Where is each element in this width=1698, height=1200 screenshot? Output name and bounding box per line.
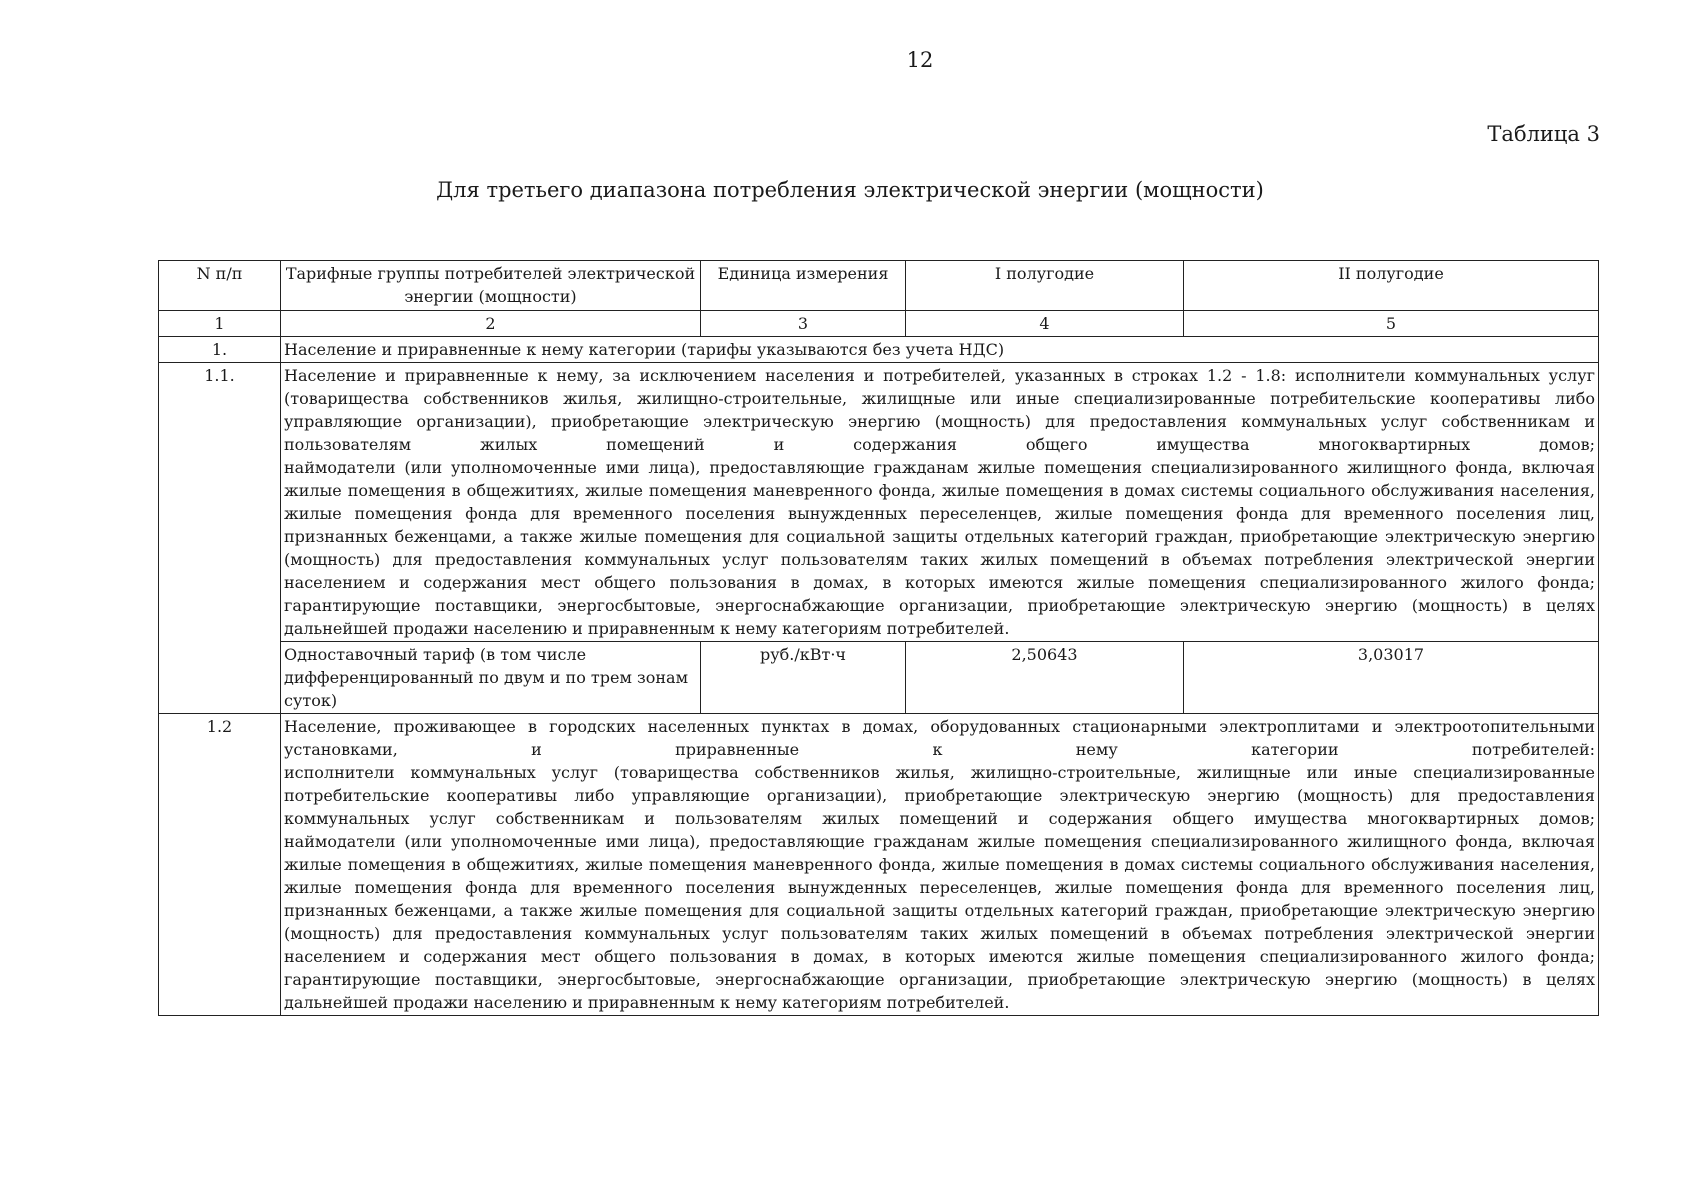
header-unit: Единица измерения: [701, 261, 906, 311]
table-row: [159, 714, 1599, 1016]
row-num: 1.1.: [159, 363, 281, 714]
col-number: 4: [906, 311, 1184, 337]
table-header-row: [159, 261, 1599, 311]
header-group: Тарифные группы потребителей электрической энергии (мощности): [281, 261, 701, 311]
row-description: [281, 363, 1599, 642]
page-title: Для третьего диапазона потребления электрической энергии (мощности): [436, 178, 1264, 202]
tariff-table: [158, 260, 1599, 1016]
tariff-name: Одноставочный тариф (в том числе дифференцированный по двум и по трем зонам суток): [281, 642, 701, 714]
paragraph: наймодатели (или уполномоченные ими лица), предоставляющие гражданам жилые помещения специализированного жилищного фонда, включая жилые помещения в общежитиях, жилые помещения маневренного фонда, жилые помещения в домах системы социального обслуживания населения, жилые помещения фонда для временного поселения вынужденных переселенцев, жилые помещения фонда для временного поселения лиц, признанных беженцами, а также жилые помещения для социальной защиты отдельных категорий граждан, приобретающие электрическую энергию (мощность) для предоставления коммунальных услуг пользователям таких жилых помещений в объемах потребления электрической энергии населением и содержания мест общего пользования в домах, в которых имеются жилые помещения специализированного жилого фонда;: [284, 832, 1595, 966]
header-num: N п/п: [159, 261, 281, 311]
paragraph: Население и приравненные к нему, за исключением населения и потребителей, указанных в строках 1.2 - 1.8: исполнители коммунальных услуг (товарищества собственников жилья, жилищно-строительные, жилищные или иные специализированные потребительские кооперативы либо управляющие организации), приобретающие электрическую энергию (мощность) для предоставления коммунальных услуг собственникам и пользователям жилых помещений и содержания общего имущества многоквартирных домов;: [284, 366, 1595, 454]
column-number-row: [159, 311, 1599, 337]
paragraph: гарантирующие поставщики, энергосбытовые, энергоснабжающие организации, приобретающие электрическую энергию (мощность) в целях дальнейшей продажи населению и приравненным к нему категориям потребителей.: [284, 970, 1595, 1012]
tariff-h1-value: 2,50643: [906, 642, 1184, 714]
tariff-row: [159, 642, 1599, 714]
col-number: 1: [159, 311, 281, 337]
col-number: 5: [1184, 311, 1599, 337]
row-num: 1.2: [159, 714, 281, 1016]
row-num: 1.: [159, 337, 281, 363]
table-label: Таблица 3: [1487, 122, 1600, 146]
tariff-h2-value: 3,03017: [1184, 642, 1599, 714]
header-h2: II полугодие: [1184, 261, 1599, 311]
col-number: 2: [281, 311, 701, 337]
table-row: [159, 337, 1599, 363]
row-description: [281, 714, 1599, 1016]
table-row: [159, 363, 1599, 642]
paragraph: гарантирующие поставщики, энергосбытовые, энергоснабжающие организации, приобретающие электрическую энергию (мощность) в целях дальнейшей продажи населению и приравненным к нему категориям потребителей.: [284, 596, 1595, 638]
paragraph: наймодатели (или уполномоченные ими лица), предоставляющие гражданам жилые помещения специализированного жилищного фонда, включая жилые помещения в общежитиях, жилые помещения маневренного фонда, жилые помещения в домах системы социального обслуживания населения, жилые помещения фонда для временного поселения вынужденных переселенцев, жилые помещения фонда для временного поселения лиц, признанных беженцами, а также жилые помещения для социальной защиты отдельных категорий граждан, приобретающие электрическую энергию (мощность) для предоставления коммунальных услуг пользователям таких жилых помещений в объемах потребления электрической энергии населением и содержания мест общего пользования в домах, в которых имеются жилые помещения специализированного жилого фонда;: [284, 458, 1595, 592]
page-number: 12: [906, 48, 934, 72]
section-title: Население и приравненные к нему категории (тарифы указываются без учета НДС): [281, 337, 1599, 363]
paragraph: Население, проживающее в городских населенных пунктах в домах, оборудованных стационарными электроплитами и электроотопительными установками, и приравненные к нему категории потребителей:: [284, 717, 1595, 759]
tariff-unit: руб./кВт·ч: [701, 642, 906, 714]
header-h1: I полугодие: [906, 261, 1184, 311]
paragraph: исполнители коммунальных услуг (товарищества собственников жилья, жилищно-строительные, жилищные или иные специализированные потребительские кооперативы либо управляющие организации), приобретающие электрическую энергию (мощность) для предоставления коммунальных услуг собственникам и пользователям жилых помещений и содержания общего имущества многоквартирных домов;: [284, 763, 1595, 828]
col-number: 3: [701, 311, 906, 337]
